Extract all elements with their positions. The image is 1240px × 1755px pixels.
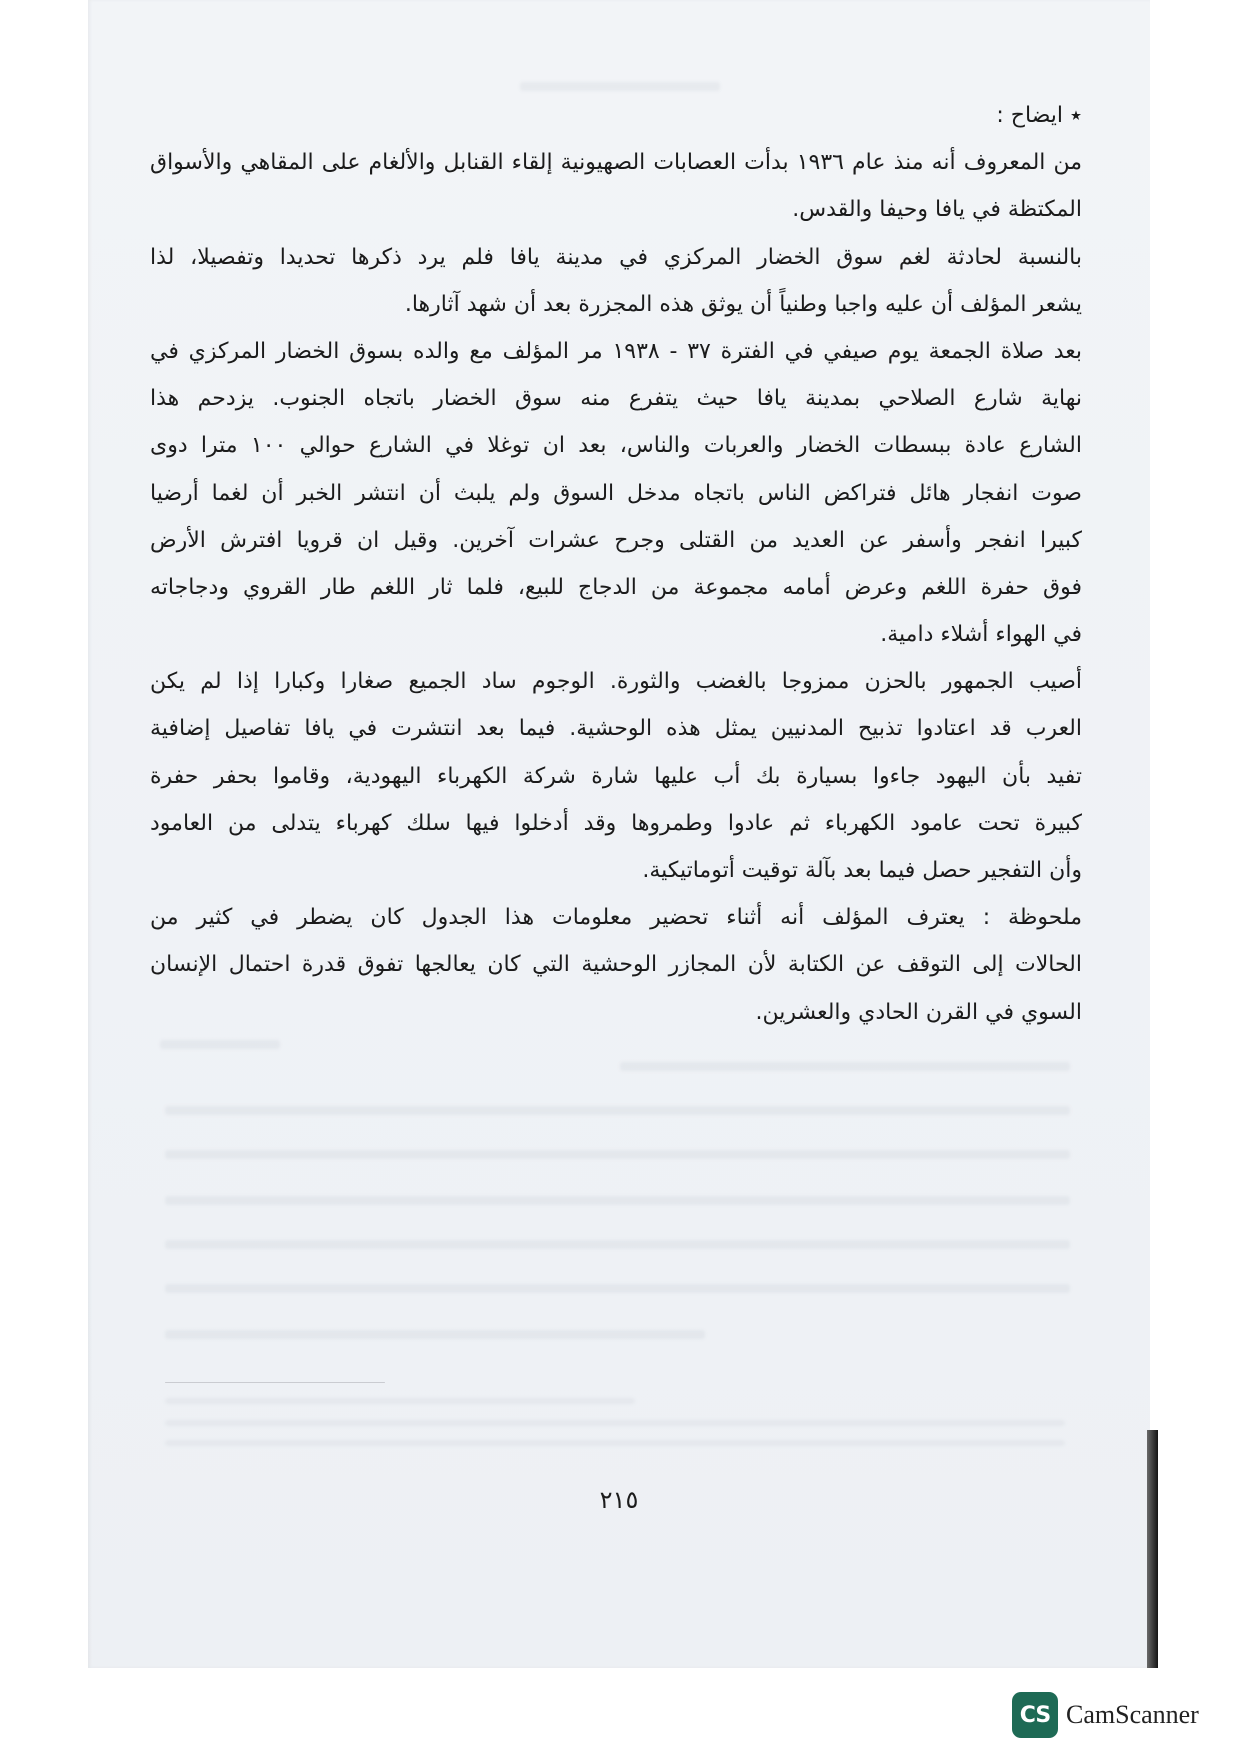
text-line: صوت انفجار هائل فتراكض الناس باتجاه مدخل السوق ولم يلبث أن انتشر الخبر أن لغما أرضيا bbox=[150, 480, 1082, 506]
text-line: وأن التفجير حصل فيما بعد بآلة توقيت أتوماتيكية. bbox=[642, 858, 1082, 883]
text-line: أصيب الجمهور بالحزن ممزوجا بالغضب والثورة. الوجوم ساد الجميع صغارا وكبارا إذا لم يكن bbox=[150, 669, 1082, 695]
bleed-through-mark bbox=[520, 82, 720, 91]
page-edge-shadow bbox=[1147, 1430, 1158, 1668]
text-line: المكتظة في يافا وحيفا والقدس. bbox=[792, 197, 1082, 223]
text-line: نهاية شارع الصلاحي بمدينة يافا حيث يتفرع منه سوق الخضار باتجاه الجنوب. يزدحم هذا bbox=[150, 386, 1082, 412]
body-text bbox=[150, 92, 1082, 1036]
text-line: الشارع عادة ببسطات الخضار والعربات والناس، بعد ان توغلا في الشارع حوالي ١٠٠ مترا دوى bbox=[150, 433, 1082, 459]
text-line: ٭ ايضاح : bbox=[996, 103, 1082, 128]
bleed-through-mark bbox=[160, 1040, 280, 1049]
camscanner-brand: CamScanner bbox=[1066, 1700, 1199, 1729]
bleed-through-mark bbox=[165, 1196, 1070, 1205]
text-line: بالنسبة لحادثة لغم سوق الخضار المركزي في مدينة يافا فلم يرد ذكرها تحديدا وتفصيلا، لذا bbox=[150, 244, 1082, 270]
bleed-through-mark bbox=[165, 1330, 705, 1339]
bleed-through-mark bbox=[620, 1062, 1070, 1071]
bleed-through-mark bbox=[165, 1440, 1065, 1446]
text-line: بعد صلاة الجمعة يوم صيفي في الفترة ٣٧ - ١٩٣٨ مر المؤلف مع والده بسوق الخضار المركزي في bbox=[150, 338, 1082, 364]
bleed-through-mark bbox=[165, 1240, 1070, 1249]
text-line: تفيد بأن اليهود جاءوا بسيارة بك أب عليها شارة شركة الكهرباء اليهودية، وقاموا بحفر حفرة bbox=[150, 763, 1082, 789]
bleed-through-mark bbox=[165, 1106, 1070, 1115]
text-line: فوق حفرة اللغم وعرض أمامه مجموعة من الدجاج للبيع، فلما ثار اللغم طار القروي ودجاجاته bbox=[150, 574, 1082, 600]
bleed-through-mark bbox=[165, 1398, 635, 1404]
text-line: العرب قد اعتادوا تذبيح المدنيين يمثل هذه الوحشية. فيما بعد انتشرت في يافا تفاصيل إضافية bbox=[150, 716, 1082, 742]
text-line: ملحوظة : يعترف المؤلف أنه أثناء تحضير معلومات هذا الجدول كان يضطر في كثير من bbox=[150, 905, 1082, 931]
bleed-through-rule bbox=[165, 1382, 385, 1383]
page-number: ٢١٥ bbox=[599, 1486, 639, 1514]
bleed-through-mark bbox=[165, 1420, 1065, 1426]
text-line: كبيرا انفجر وأسفر عن العديد من القتلى وجرح عشرات آخرين. وقيل ان قرويا افترش الأرض bbox=[150, 527, 1082, 553]
text-line: يشعر المؤلف أن عليه واجبا وطنياً أن يوثق هذه المجزرة بعد أن شهد آثارها. bbox=[404, 291, 1082, 317]
text-line: من المعروف أنه منذ عام ١٩٣٦ بدأت العصابات الصهيونية إلقاء القنابل والألغام على المقاهي والأسواق bbox=[150, 150, 1082, 176]
bleed-through-mark bbox=[165, 1150, 1070, 1159]
text-line: السوي في القرن الحادي والعشرين. bbox=[755, 999, 1082, 1025]
text-line: في الهواء أشلاء دامية. bbox=[880, 622, 1082, 648]
bleed-through-mark bbox=[165, 1284, 1070, 1293]
text-line: كبيرة تحت عامود الكهرباء ثم عادوا وطمروها وقد أدخلوا فيها سلك كهرباء يتدلى من العامود bbox=[150, 810, 1082, 836]
text-line: الحالات إلى التوقف عن الكتابة لأن المجازر الوحشية التي كان يعالجها تفوق قدرة احتمال الإنسان bbox=[150, 952, 1082, 978]
camscanner-badge: CS bbox=[1012, 1692, 1058, 1738]
